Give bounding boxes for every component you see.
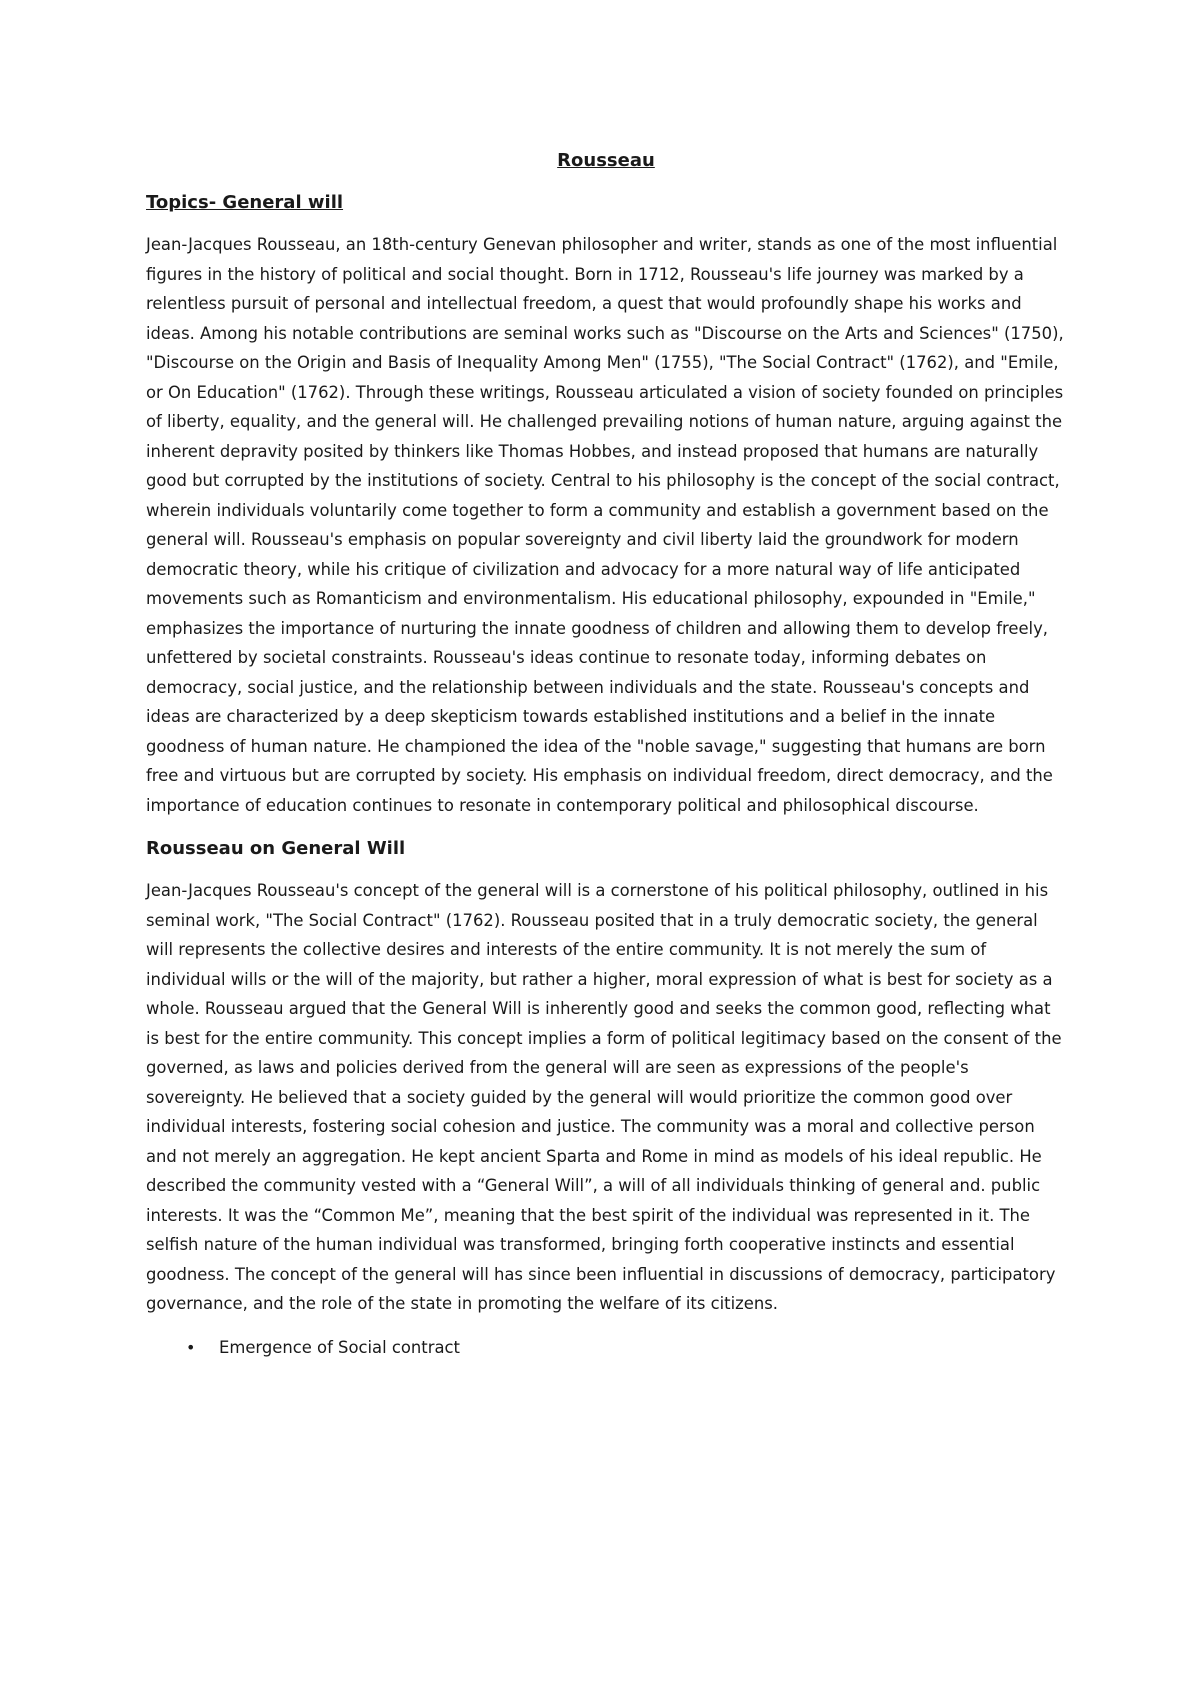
list-item-text: Emergence of Social contract: [219, 1337, 460, 1357]
section-heading: Rousseau on General Will: [146, 838, 406, 859]
bullet-icon: •: [186, 1337, 196, 1357]
topic-heading: Topics- General will: [146, 192, 344, 213]
general-will-paragraph: Jean-Jacques Rousseau's concept of the general will is a cornerstone of his political philosophy, outlined in his seminal work, "The Social Contract" (1762). Rousseau posited that in a truly democratic society, the general will represents the collective desires and interests of the entire community. It is not merely the sum of individual wills or the will of the majority, but rather a higher, moral expression of what is best for society as a whole. Rousseau argued that the General Will is inherently good and seeks the common good, reflecting what is best for the entire community. This concept implies a form of political legitimacy based on the consent of the governed, as laws and policies derived from the general will are seen as expressions of the people's sovereignty. He believed that a society guided by the general will would prioritize the common good over individual interests, fostering social cohesion and justice. The community was a moral and collective person and not merely an aggregation. He kept ancient Sparta and Rome in mind as models of his ideal republic. He described the community vested with a “General Will”, a will of all individuals thinking of general and. public interests. It was the “Common Me”, meaning that the best spirit of the individual was represented in it. The selfish nature of the human individual was transformed, bringing forth cooperative instincts and essential goodness. The concept of the general will has since been influential in discussions of democracy, participatory governance, and the role of the state in promoting the welfare of its citizens.: [146, 881, 1062, 1313]
list-item: [146, 1333, 1066, 1363]
document-body: [146, 146, 1066, 1362]
intro-paragraph: Jean-Jacques Rousseau, an 18th-century Genevan philosopher and writer, stands as one of the most influential figures in the history of political and social thought. Born in 1712, Rousseau's life journey was marked by a relentless pursuit of personal and intellectual freedom, a quest that would profoundly shape his works and ideas. Among his notable contributions are seminal works such as "Discourse on the Arts and Sciences" (1750), "Discourse on the Origin and Basis of Inequality Among Men" (1755), "The Social Contract" (1762), and "Emile, or On Education" (1762). Through these writings, Rousseau articulated a vision of society founded on principles of liberty, equality, and the general will. He challenged prevailing notions of human nature, arguing against the inherent depravity posited by thinkers like Thomas Hobbes, and instead proposed that humans are naturally good but corrupted by the institutions of society. Central to his philosophy is the concept of the social contract, wherein individuals voluntarily come together to form a community and establish a government based on the general will. Rousseau's emphasis on popular sovereignty and civil liberty laid the groundwork for modern democratic theory, while his critique of civilization and advocacy for a more natural way of life anticipated movements such as Romanticism and environmentalism. His educational philosophy, expounded in "Emile," emphasizes the importance of nurturing the innate goodness of children and allowing them to develop freely, unfettered by societal constraints. Rousseau's ideas continue to resonate today, informing debates on democracy, social justice, and the relationship between individuals and the state. Rousseau's concepts and ideas are characterized by a deep skepticism towards established institutions and a belief in the innate goodness of human nature. He championed the idea of the "noble savage," suggesting that humans are born free and virtuous but are corrupted by society. His emphasis on individual freedom, direct democracy, and the importance of education continues to resonate in contemporary political and philosophical discourse.: [146, 235, 1064, 815]
document-title: Rousseau: [557, 150, 655, 171]
bullet-list: [146, 1333, 1066, 1363]
